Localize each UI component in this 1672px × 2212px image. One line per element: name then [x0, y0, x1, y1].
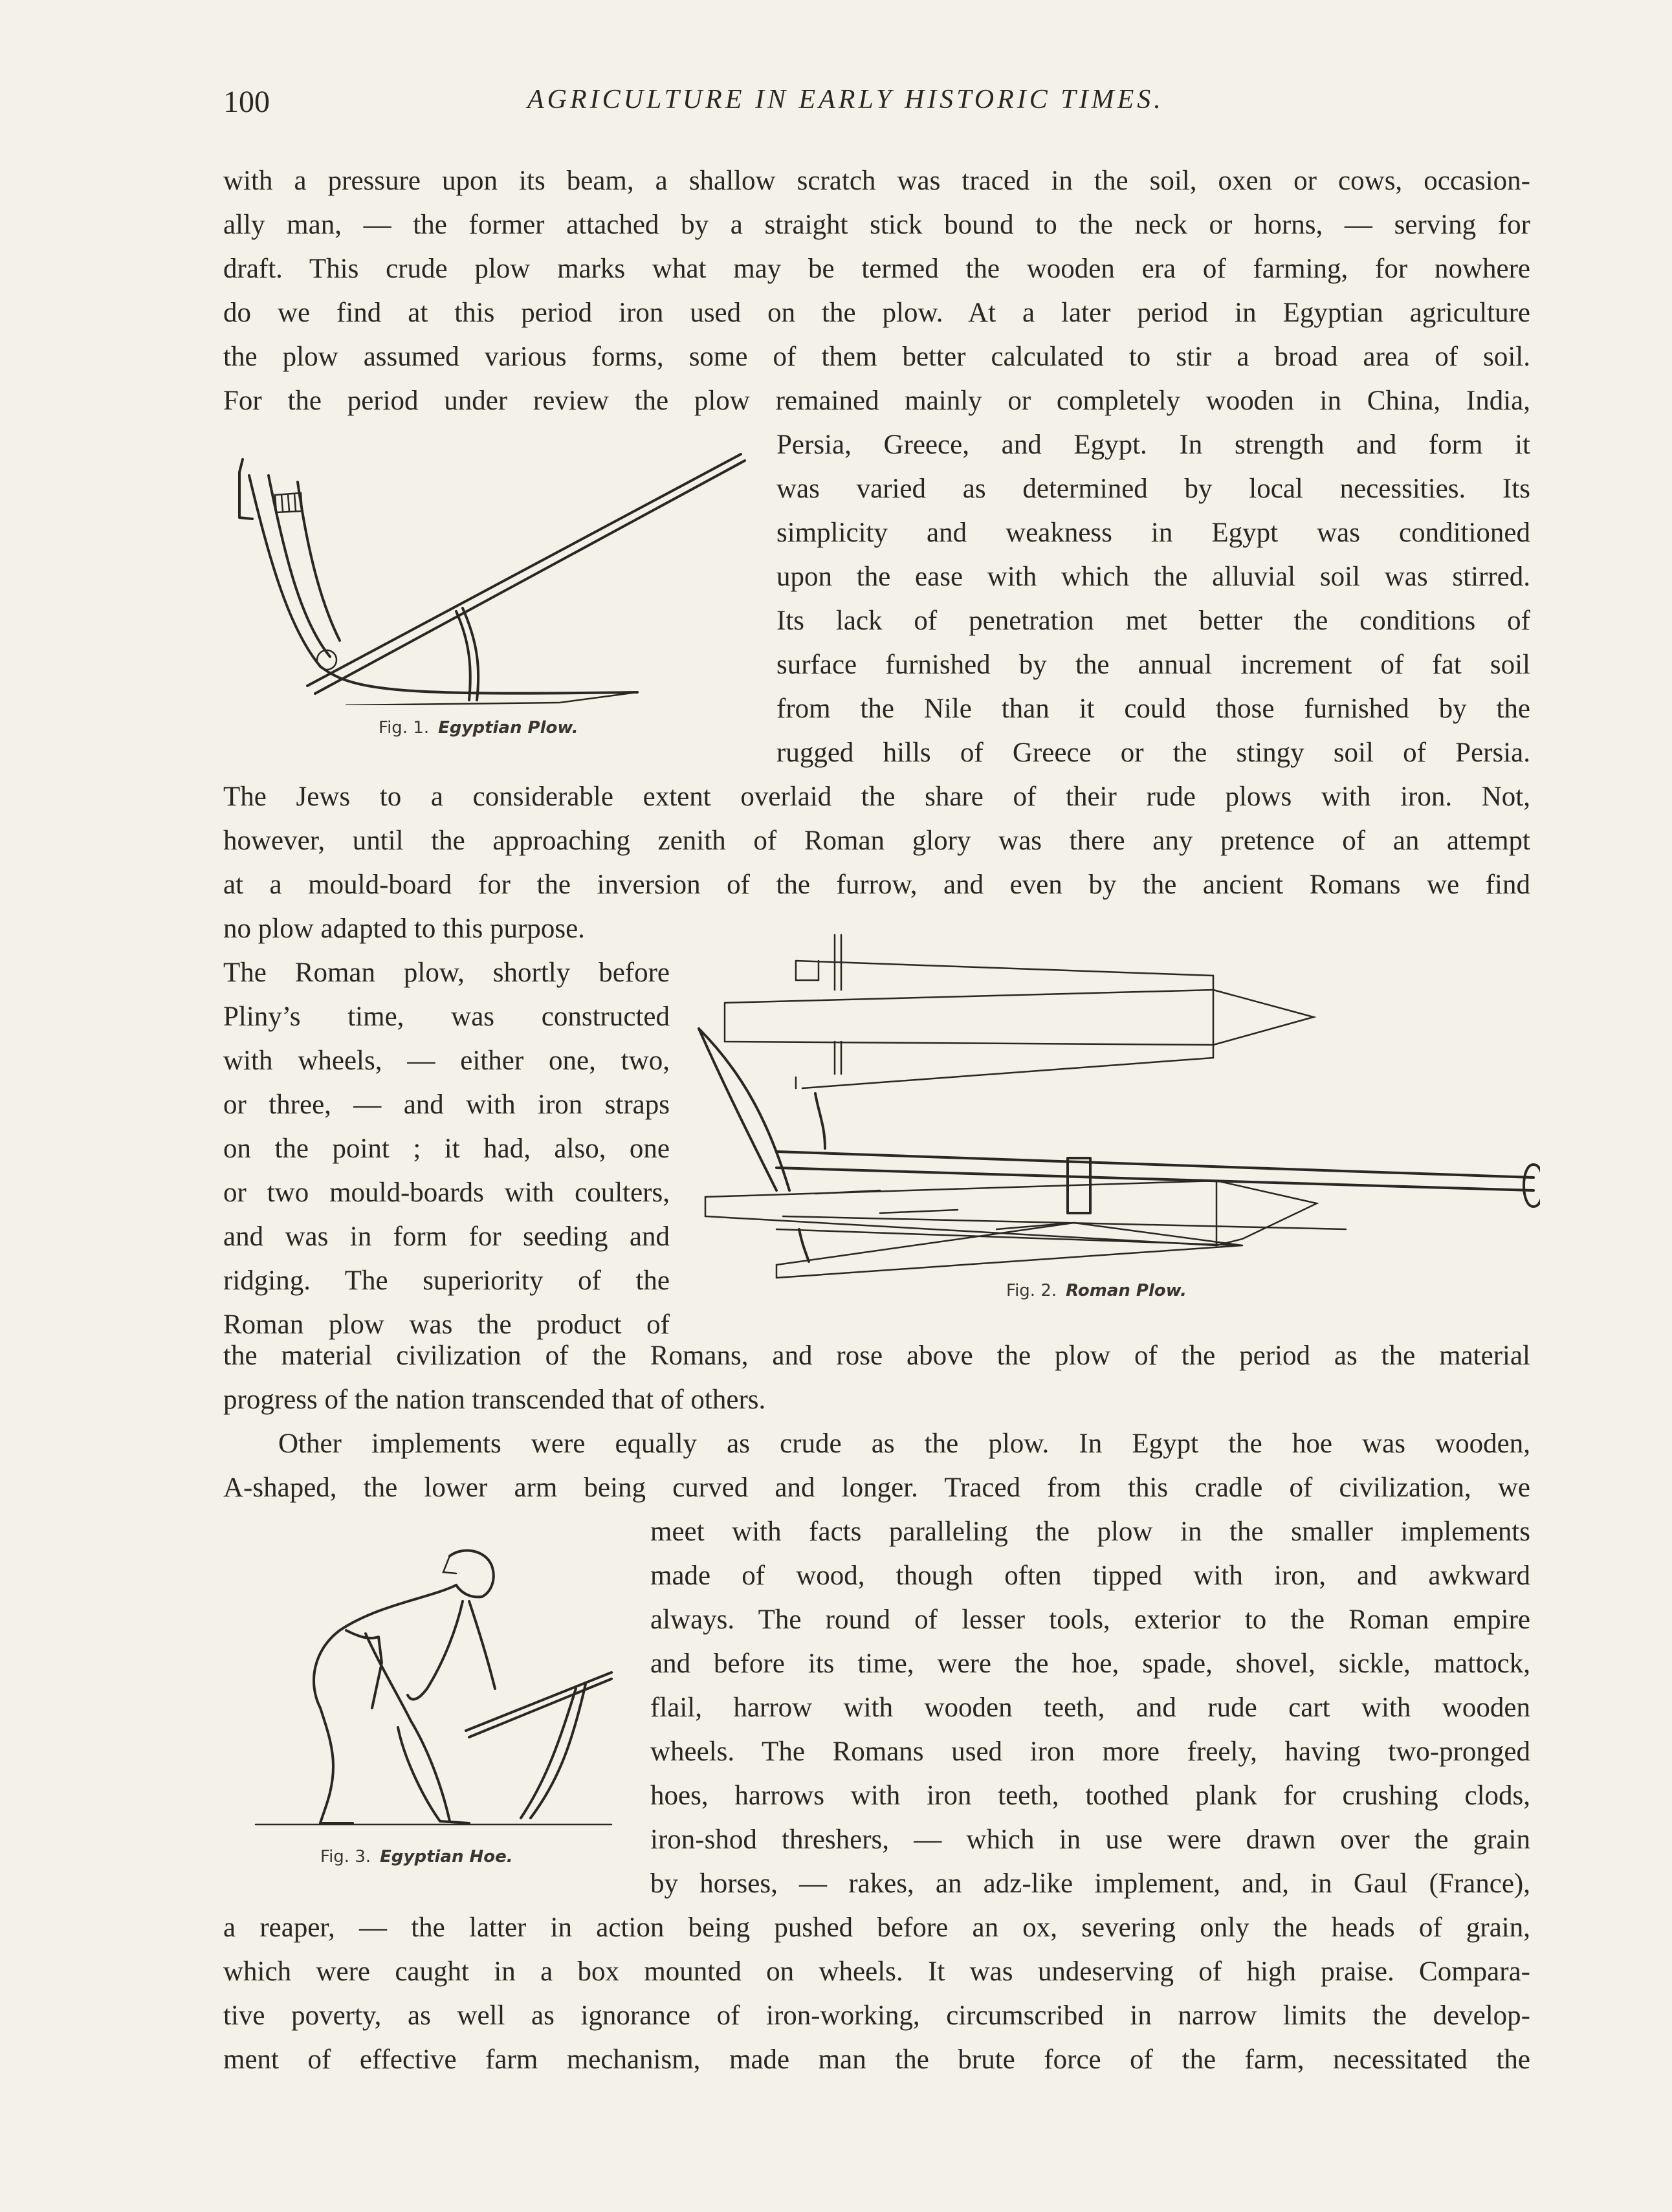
- text-line: Its lack of penetration met better the conditions of: [776, 606, 1530, 636]
- text-line: the material civilization of the Romans, and rose above the plow of the period as the material: [223, 1341, 1530, 1371]
- page-header: [223, 84, 1530, 136]
- text-line: iron-shod threshers, — which in use were drawn over the grain: [650, 1824, 1530, 1855]
- text-line: on the point ; it had, also, one: [223, 1133, 670, 1164]
- text-line: draft. This crude plow marks what may be termed the wooden era of farming, for nowhere: [223, 254, 1530, 284]
- text-line: Persia, Greece, and Egypt. In strength and form it: [776, 430, 1530, 460]
- page-number: 100: [223, 85, 270, 119]
- text-line: at a mould-board for the inversion of the furrow, and even by the ancient Romans we find: [223, 870, 1530, 900]
- fig2-title: Roman Plow.: [1066, 1281, 1187, 1300]
- text-line: with wheels, — either one, two,: [223, 1046, 670, 1076]
- egyptian-plow-figure: [223, 446, 760, 757]
- text-line: with a pressure upon its beam, a shallow scratch was traced in the soil, oxen or cows, occasion-: [223, 166, 1530, 196]
- egyptian-plow-illustration: [223, 446, 760, 705]
- fig2-caption: [1006, 1281, 1187, 1300]
- roman-plow-illustration: [686, 919, 1540, 1281]
- text-line: Roman plow was the product of: [223, 1309, 670, 1340]
- text-line: a reaper, — the latter in action being pushed before an ox, severing only the heads of grain,: [223, 1912, 1530, 1943]
- fig1-label: Fig. 1.: [379, 718, 430, 738]
- text-line: meet with facts paralleling the plow in the smaller implements: [650, 1517, 1530, 1547]
- text-line: simplicity and weakness in Egypt was conditioned: [776, 518, 1530, 548]
- text-line: Other implements were equally as crude as the plow. In Egypt the hoe was wooden,: [278, 1429, 1530, 1459]
- running-title: AGRICULTURE IN EARLY HISTORIC TIMES.: [527, 85, 1164, 115]
- text-line: wheels. The Romans used iron more freely, having two-pronged: [650, 1736, 1530, 1767]
- text-line: ment of effective farm mechanism, made man the brute force of the farm, necessitated the: [223, 2044, 1530, 2075]
- egyptian-hoe-figure: [249, 1533, 631, 1896]
- text-line: The Jews to a considerable extent overlaid the share of their rude plows with iron. Not,: [223, 782, 1530, 812]
- text-line: flail, harrow with wooden teeth, and rude cart with wooden: [650, 1692, 1530, 1723]
- text-line: progress of the nation transcended that of others.: [223, 1385, 766, 1415]
- fig2-label: Fig. 2.: [1006, 1281, 1057, 1300]
- text-line: The Roman plow, shortly before: [223, 958, 670, 988]
- text-line: the plow assumed various forms, some of them better calculated to stir a broad area of soil.: [223, 342, 1530, 372]
- text-line: Pliny’s time, was constructed: [223, 1002, 670, 1032]
- text-line: however, until the approaching zenith of Roman glory was there any pretence of an attempt: [223, 826, 1530, 856]
- text-line: ridging. The superiority of the: [223, 1265, 670, 1296]
- text-line: and was in form for seeding and: [223, 1221, 670, 1252]
- roman-plow-figure: [686, 919, 1540, 1320]
- text-line: made of wood, though often tipped with iron, and awkward: [650, 1560, 1530, 1591]
- text-line: which were caught in a box mounted on wheels. It was undeserving of high praise. Compara-: [223, 1956, 1530, 1987]
- text-line: and before its time, were the hoe, spade, shovel, sickle, mattock,: [650, 1648, 1530, 1679]
- text-line: tive poverty, as well as ignorance of iron-working, circumscribed in narrow limits the develop-: [223, 2000, 1530, 2031]
- text-line: or two mould-boards with coulters,: [223, 1177, 670, 1208]
- text-line: by horses, — rakes, an adz-like implement, and, in Gaul (France),: [650, 1868, 1530, 1899]
- fig1-caption: [379, 718, 578, 738]
- text-line: ally man, — the former attached by a straight stick bound to the neck or horns, — serving for: [223, 210, 1530, 240]
- text-line: hoes, harrows with iron teeth, toothed plank for crushing clods,: [650, 1780, 1530, 1811]
- text-line: For the period under review the plow remained mainly or completely wooden in China, India,: [223, 386, 1530, 416]
- text-line: A-shaped, the lower arm being curved and longer. Traced from this cradle of civilization, we: [223, 1473, 1530, 1503]
- text-line: from the Nile than it could those furnished by the: [776, 694, 1530, 724]
- fig3-caption: [320, 1847, 513, 1867]
- fig3-title: Egyptian Hoe.: [380, 1847, 513, 1867]
- text-line: surface furnished by the annual increment of fat soil: [776, 650, 1530, 680]
- text-line: rugged hills of Greece or the stingy soil of Persia.: [776, 738, 1530, 768]
- text-line: upon the ease with which the alluvial soil was stirred.: [776, 562, 1530, 592]
- egyptian-hoe-illustration: [249, 1533, 631, 1837]
- text-line: was varied as determined by local necessities. Its: [776, 474, 1530, 504]
- text-line: no plow adapted to this purpose.: [223, 914, 585, 944]
- fig1-title: Egyptian Plow.: [438, 718, 578, 738]
- text-line: always. The round of lesser tools, exterior to the Roman empire: [650, 1604, 1530, 1635]
- text-line: or three, — and with iron straps: [223, 1090, 670, 1120]
- text-line: do we find at this period iron used on the plow. At a later period in Egyptian agriculture: [223, 298, 1530, 328]
- fig3-label: Fig. 3.: [320, 1847, 371, 1867]
